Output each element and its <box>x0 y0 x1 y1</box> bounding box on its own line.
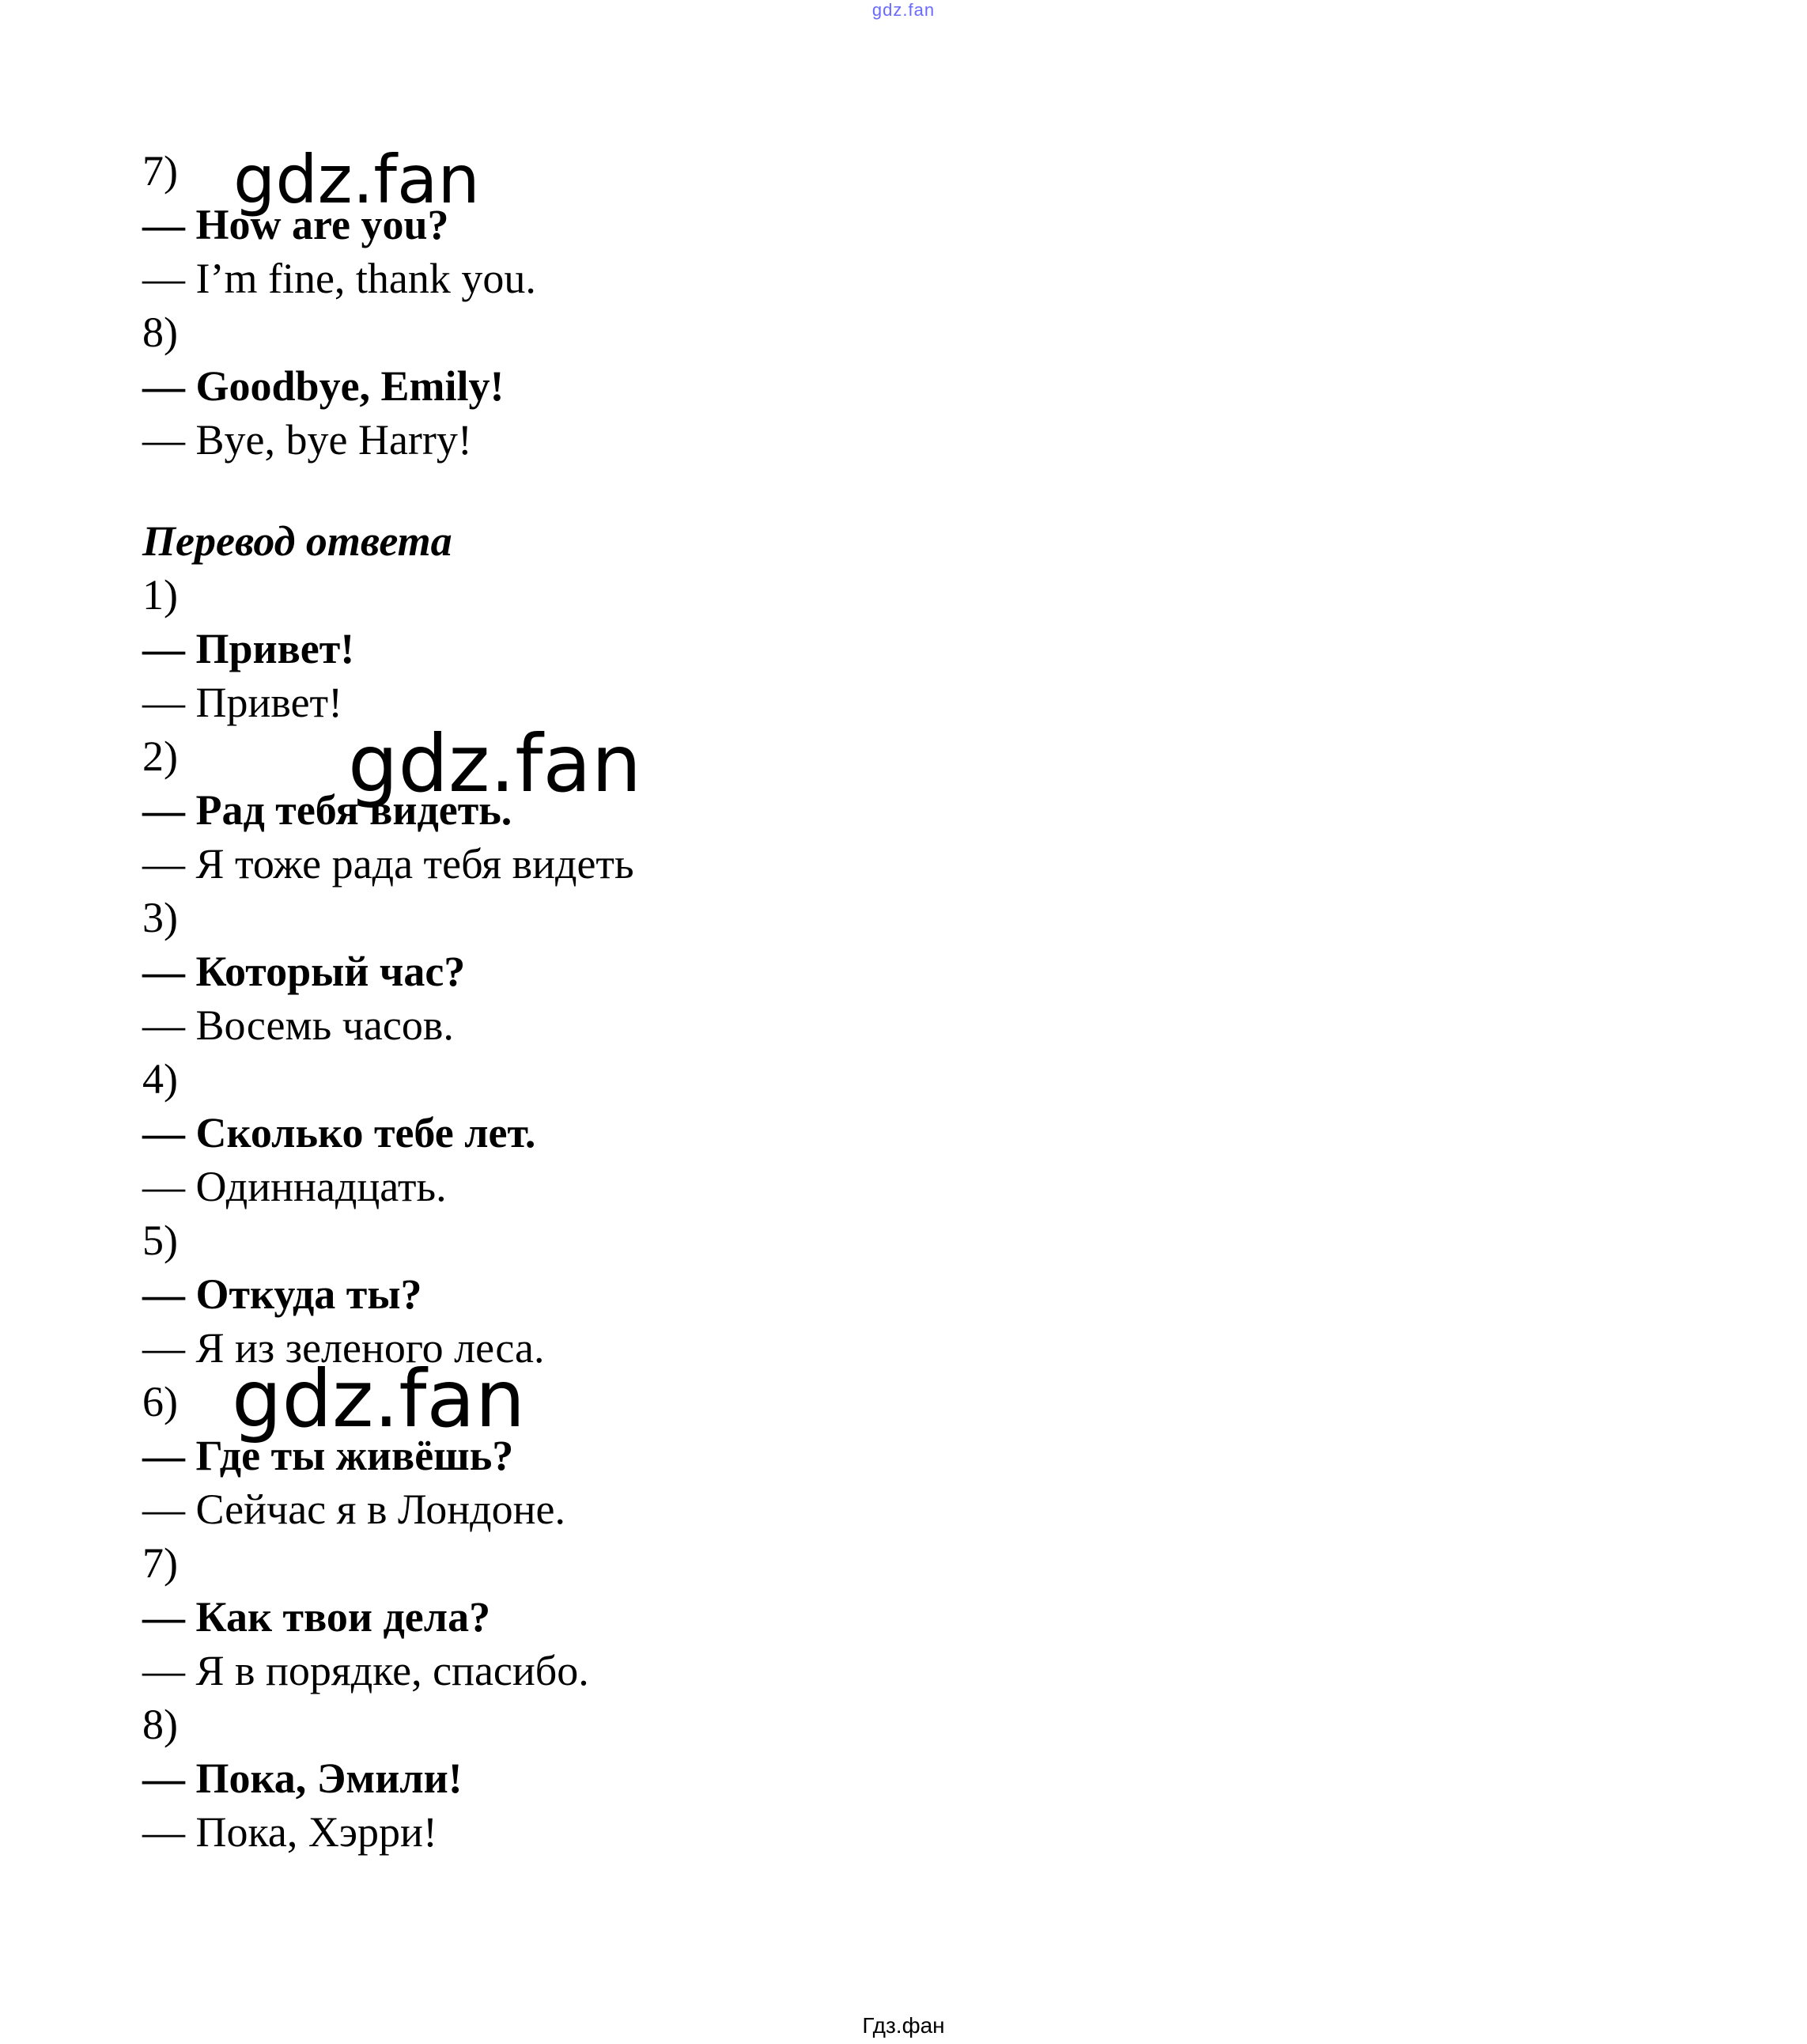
item-number: 5) <box>142 1217 178 1264</box>
item-number: 3) <box>142 894 178 941</box>
list-item <box>142 1698 634 1859</box>
question-line: — How are you? <box>142 201 449 248</box>
watermark-text: gdz.fan <box>233 141 480 218</box>
answer-line: — Сейчас я в Лондоне. <box>142 1486 565 1533</box>
answer-line: — Одиннадцать. <box>142 1163 447 1210</box>
list-item <box>142 305 634 467</box>
section-spacer <box>142 467 634 514</box>
answer-line: — Я тоже рада тебя видеть <box>142 840 634 888</box>
list-item <box>142 1052 634 1213</box>
question-line: — Откуда ты? <box>142 1270 422 1318</box>
answer-line: — Я из зеленого леса. <box>142 1324 545 1372</box>
header-watermark: gdz.fan <box>871 0 936 20</box>
answer-line: — Пока, Хэрри! <box>142 1808 437 1856</box>
list-item <box>142 891 634 1052</box>
item-number: 1) <box>142 571 178 619</box>
question-line: — Привет! <box>142 625 355 672</box>
document-body <box>142 144 634 1859</box>
item-number: 4) <box>142 1055 178 1103</box>
question-line: — Goodbye, Emily! <box>142 362 505 410</box>
watermark-text: gdz.fan <box>348 717 642 810</box>
answer-line: — Восемь часов. <box>142 1001 454 1049</box>
answer-line: — I’m fine, thank you. <box>142 255 536 302</box>
item-number: 2) <box>142 732 178 780</box>
question-line: — Где ты живёшь? <box>142 1432 514 1479</box>
answer-line: — Bye, bye Harry! <box>142 416 472 464</box>
item-number: 6) <box>142 1378 178 1425</box>
question-line: — Как твои дела? <box>142 1593 491 1641</box>
question-line: — Рад тебя видеть. <box>142 786 512 834</box>
question-line: — Пока, Эмили! <box>142 1754 463 1802</box>
footer-watermark: Гдз.фан <box>862 2013 945 2038</box>
item-number: 7) <box>142 147 178 195</box>
item-number: 8) <box>142 1701 178 1748</box>
item-number: 8) <box>142 308 178 356</box>
translation-heading: Перевод ответа <box>142 517 452 565</box>
list-item <box>142 568 634 729</box>
question-line: — Который час? <box>142 948 466 995</box>
question-line: — Сколько тебе лет. <box>142 1109 536 1156</box>
item-number: 7) <box>142 1539 178 1587</box>
list-item <box>142 1536 634 1698</box>
list-item <box>142 1213 634 1375</box>
answer-line: — Я в порядке, спасибо. <box>142 1647 589 1694</box>
answer-line: — Привет! <box>142 679 343 726</box>
watermark-text: gdz.fan <box>232 1353 526 1445</box>
